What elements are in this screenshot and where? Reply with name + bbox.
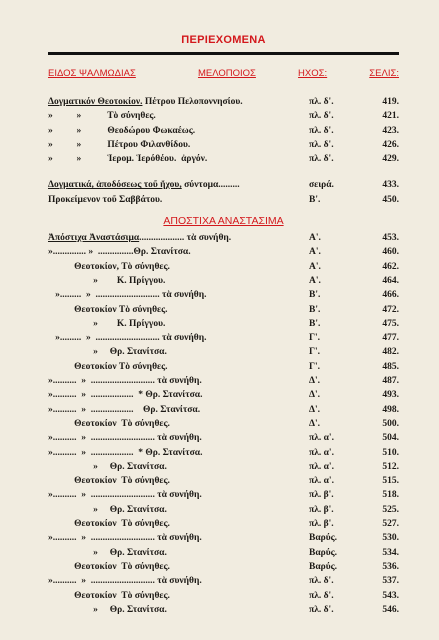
entry-page: 515. (382, 476, 399, 487)
entry-mode: πλ. α'. (309, 461, 334, 472)
entry-text (48, 446, 309, 460)
entry-text (48, 193, 309, 207)
entry-text (48, 260, 309, 274)
title-rule (48, 52, 399, 55)
entry-page: 423. (382, 125, 399, 136)
contents-row (48, 517, 399, 531)
entry-page: 510. (382, 447, 399, 458)
entry-detail: ».......... » ........................... τὰ συνήθη. (48, 376, 202, 387)
entry-lead: Δογματικά, ἀποδόσεως τοῦ ἤχου, (48, 180, 182, 191)
entry-mode: Δ'. (309, 390, 320, 401)
entry-text (48, 345, 309, 359)
contents-row (48, 95, 399, 109)
entry-mode: Βαρύς. (309, 533, 338, 544)
spacer (48, 166, 399, 178)
contents-row (48, 574, 399, 588)
entry-page: 536. (382, 561, 399, 572)
contents-row (48, 374, 399, 388)
entry-page: 466. (382, 290, 399, 301)
entry-mode: πλ. δ'. (309, 125, 334, 136)
entry-mode: πλ. β'. (309, 504, 334, 515)
entry-lead: Δογματικόν Θεοτοκίον. (48, 97, 143, 107)
section-dogmatika (48, 95, 399, 166)
entry-page: 477. (382, 333, 399, 344)
entry-page: 493. (382, 390, 399, 401)
header-mode: ΗΧΟΣ: (298, 68, 328, 79)
entry-mode: Β'. (309, 194, 321, 205)
entry-mode: πλ. δ'. (309, 154, 334, 165)
entry-detail: ».............. » ...............Θρ. Στανίτσα. (48, 247, 191, 258)
entry-detail: ».......... » ........................... τὰ συνήθη. (48, 533, 202, 544)
entry-page: 462. (382, 261, 399, 272)
entry-mode: Β'. (309, 318, 321, 329)
entry-detail: Προκείμενον τοῦ Σαββάτου. (48, 194, 163, 205)
contents-row (48, 474, 399, 488)
entry-mode: πλ. α'. (309, 476, 334, 487)
entry-page: 487. (382, 376, 399, 387)
entry-text (48, 431, 309, 445)
entry-text (48, 317, 309, 331)
entry-page: 460. (382, 247, 399, 258)
entry-page: 537. (382, 576, 399, 587)
contents-row (48, 193, 399, 207)
entry-text (48, 331, 309, 345)
entry-detail: » Κ. Πρίγγου. (48, 275, 166, 286)
entry-detail: »......... » ........................... τὰ συνήθη. (48, 333, 207, 344)
entry-mode: Δ'. (309, 376, 320, 387)
contents-row (48, 138, 399, 152)
entry-text (48, 138, 309, 152)
entry-mode: Γ'. (309, 347, 321, 358)
contents-row (48, 260, 399, 274)
entry-mode: Α'. (309, 247, 321, 258)
entry-mode: πλ. α'. (309, 433, 334, 444)
entry-text (48, 109, 309, 123)
entry-page: 546. (382, 604, 399, 615)
entry-detail: Θεοτοκίον Τὸ σύνηθες. (48, 361, 168, 372)
entry-mode: Β'. (309, 304, 321, 315)
entry-detail: » Κ. Πρίγγου. (48, 318, 166, 329)
entry-page: 512. (382, 461, 399, 472)
contents-row (48, 431, 399, 445)
entry-text (48, 303, 309, 317)
entry-page: 426. (382, 139, 399, 150)
entry-page: 543. (382, 590, 399, 601)
entry-mode: πλ. δ'. (309, 590, 334, 601)
entry-page: 518. (382, 490, 399, 501)
entry-detail: Θεοτοκίον Τὸ σύνηθες. (48, 561, 170, 572)
entry-detail: ».......... » ........................... τὰ συνήθη. (48, 576, 202, 587)
entry-detail: » Θρ. Στανίτσα. (48, 347, 167, 358)
entry-text (48, 152, 309, 166)
entry-detail: »......... » ........................... τὰ συνήθη. (48, 290, 207, 301)
contents-row (48, 531, 399, 545)
entry-detail: Θεοτοκίον Τὸ σύνηθες. (48, 304, 168, 315)
entry-text (48, 517, 309, 531)
entry-detail: ».......... » .................. * Θρ. Στανίτσα. (48, 447, 203, 458)
entry-mode: πλ. α'. (309, 447, 334, 458)
entry-mode: Α'. (309, 233, 321, 244)
entry-mode: πλ. δ'. (309, 111, 334, 122)
entry-text (48, 388, 309, 402)
contents-row (48, 152, 399, 166)
entry-detail: ».......... » .................. Θρ. Στανίτσα. (48, 404, 201, 415)
entry-text (48, 560, 309, 574)
entry-page: 433. (382, 180, 399, 191)
entry-mode: Α'. (309, 261, 321, 272)
entry-text (48, 403, 309, 417)
entry-page: 464. (382, 275, 399, 286)
section-apodoseis (48, 178, 399, 207)
entry-mode: πλ. δ'. (309, 604, 334, 615)
contents-row (48, 345, 399, 359)
entry-page: 453. (382, 233, 399, 244)
entry-text (48, 474, 309, 488)
entry-mode: Γ'. (309, 361, 321, 372)
contents-row (48, 460, 399, 474)
header-kind: ΕΙΔΟΣ ΨΑΛΜΩΔΙΑΣ (48, 68, 136, 79)
contents-row (48, 124, 399, 138)
entry-detail: » Θρ. Στανίτσα. (48, 547, 167, 558)
contents-row (48, 360, 399, 374)
entry-mode: Α'. (309, 275, 321, 286)
section-title: ΑΠΟΣΤΙΧΑ ΑΝΑΣΤΑΣΙΜΑ (163, 215, 284, 228)
entry-page: 504. (382, 433, 399, 444)
contents-row (48, 231, 399, 245)
contents-row (48, 589, 399, 603)
entry-text (48, 488, 309, 502)
header-page: ΣΕΛΙΣ: (369, 68, 399, 79)
entry-text (48, 124, 309, 138)
entry-detail: Θεοτοκίον Τὸ σύνηθες. (48, 519, 170, 530)
entry-detail: Θεοτοκίον Τὸ σύνηθες. (48, 476, 170, 487)
section-heading (48, 213, 399, 229)
entry-detail: » » Τὸ σύνηθες. (48, 111, 156, 122)
entry-detail: » » Πέτρου Φιλανθίδου. (48, 139, 191, 150)
entry-page: 500. (382, 418, 399, 429)
entry-text (48, 574, 309, 588)
entry-page: 525. (382, 504, 399, 515)
contents-row (48, 274, 399, 288)
entry-page: 530. (382, 533, 399, 544)
entry-text (48, 603, 309, 617)
entry-text (48, 460, 309, 474)
entry-text (48, 231, 309, 245)
entry-detail: Θεοτοκίον Τὸ σύνηθες. (48, 418, 170, 429)
contents-row (48, 288, 399, 302)
entry-page: 472. (382, 304, 399, 315)
contents-row (48, 417, 399, 431)
column-headers (48, 67, 399, 81)
entry-text (48, 95, 309, 109)
contents-row (48, 446, 399, 460)
entry-text (48, 360, 309, 374)
entry-mode: Δ'. (309, 404, 320, 415)
entry-page: 419. (382, 97, 399, 107)
entry-detail: ».......... » .................. * Θρ. Στανίτσα. (48, 390, 203, 401)
entry-detail: ».......... » ........................... τὰ συνήθη. (48, 433, 202, 444)
entry-text (48, 531, 309, 545)
entry-text (48, 589, 309, 603)
entry-detail: » Θρ. Στανίτσα. (48, 604, 167, 615)
entry-detail: » Θρ. Στανίτσα. (48, 504, 167, 515)
contents-row (48, 303, 399, 317)
entry-detail: σύντομα......... (181, 180, 240, 191)
entry-mode: σειρά. (309, 180, 334, 191)
entry-detail: Θεοτοκίον, Τὸ σύνηθες. (48, 261, 170, 272)
contents-row (48, 245, 399, 259)
entry-page: 498. (382, 404, 399, 415)
entry-detail: Θεοτοκίον Τὸ σύνηθες. (48, 590, 170, 601)
entry-mode: Γ'. (309, 333, 321, 344)
entry-text (48, 245, 309, 259)
entry-mode: πλ. β'. (309, 490, 334, 501)
entry-mode: πλ. δ'. (309, 576, 334, 587)
entry-text (48, 503, 309, 517)
entry-mode: Βαρύς. (309, 561, 338, 572)
contents-row (48, 109, 399, 123)
entry-page: 527. (382, 519, 399, 530)
contents-row (48, 388, 399, 402)
entry-detail: ».......... » ........................... τὰ συνήθη. (48, 490, 202, 501)
contents-row (48, 331, 399, 345)
entry-page: 534. (382, 547, 399, 558)
contents-list (48, 95, 399, 617)
contents-row (48, 178, 399, 192)
entry-text (48, 178, 309, 192)
entry-mode: Δ'. (309, 418, 320, 429)
entry-page: 485. (382, 361, 399, 372)
entry-mode: πλ. δ'. (309, 139, 334, 150)
contents-row (48, 488, 399, 502)
entry-page: 421. (382, 111, 399, 122)
page-title: ΠΕΡΙΕΧΟΜΕΝΑ (181, 34, 266, 46)
entry-mode: Β'. (309, 290, 321, 301)
entry-lead: Ἀπόστιχα Ἀναστάσιμα (48, 233, 140, 244)
entry-text (48, 374, 309, 388)
contents-row (48, 403, 399, 417)
contents-row (48, 560, 399, 574)
entry-detail: ................... τὰ συνήθη. (139, 233, 232, 244)
entry-text (48, 288, 309, 302)
entry-page: 475. (382, 318, 399, 329)
entry-text (48, 546, 309, 560)
section-aposticha (48, 231, 399, 617)
entry-page: 429. (382, 154, 399, 165)
entry-detail: Πέτρου Πελοποννησίου. (142, 97, 243, 107)
contents-row (48, 546, 399, 560)
entry-mode: πλ. δ'. (309, 97, 334, 107)
entry-mode: πλ. β'. (309, 519, 334, 530)
entry-mode: Βαρύς. (309, 547, 338, 558)
contents-row (48, 503, 399, 517)
entry-detail: » » Θεοδώρου Φωκαέως. (48, 125, 196, 136)
entry-text (48, 417, 309, 431)
entry-text (48, 274, 309, 288)
entry-page: 482. (382, 347, 399, 358)
contents-row (48, 603, 399, 617)
contents-row (48, 317, 399, 331)
entry-detail: » » Ἱερομ. Ἱερόθέου. ἀργόν. (48, 154, 208, 165)
entry-page: 450. (382, 194, 399, 205)
header-composer: ΜΕΛΟΠΟΙΟΣ (197, 68, 256, 79)
entry-detail: » Θρ. Στανίτσα. (48, 461, 167, 472)
